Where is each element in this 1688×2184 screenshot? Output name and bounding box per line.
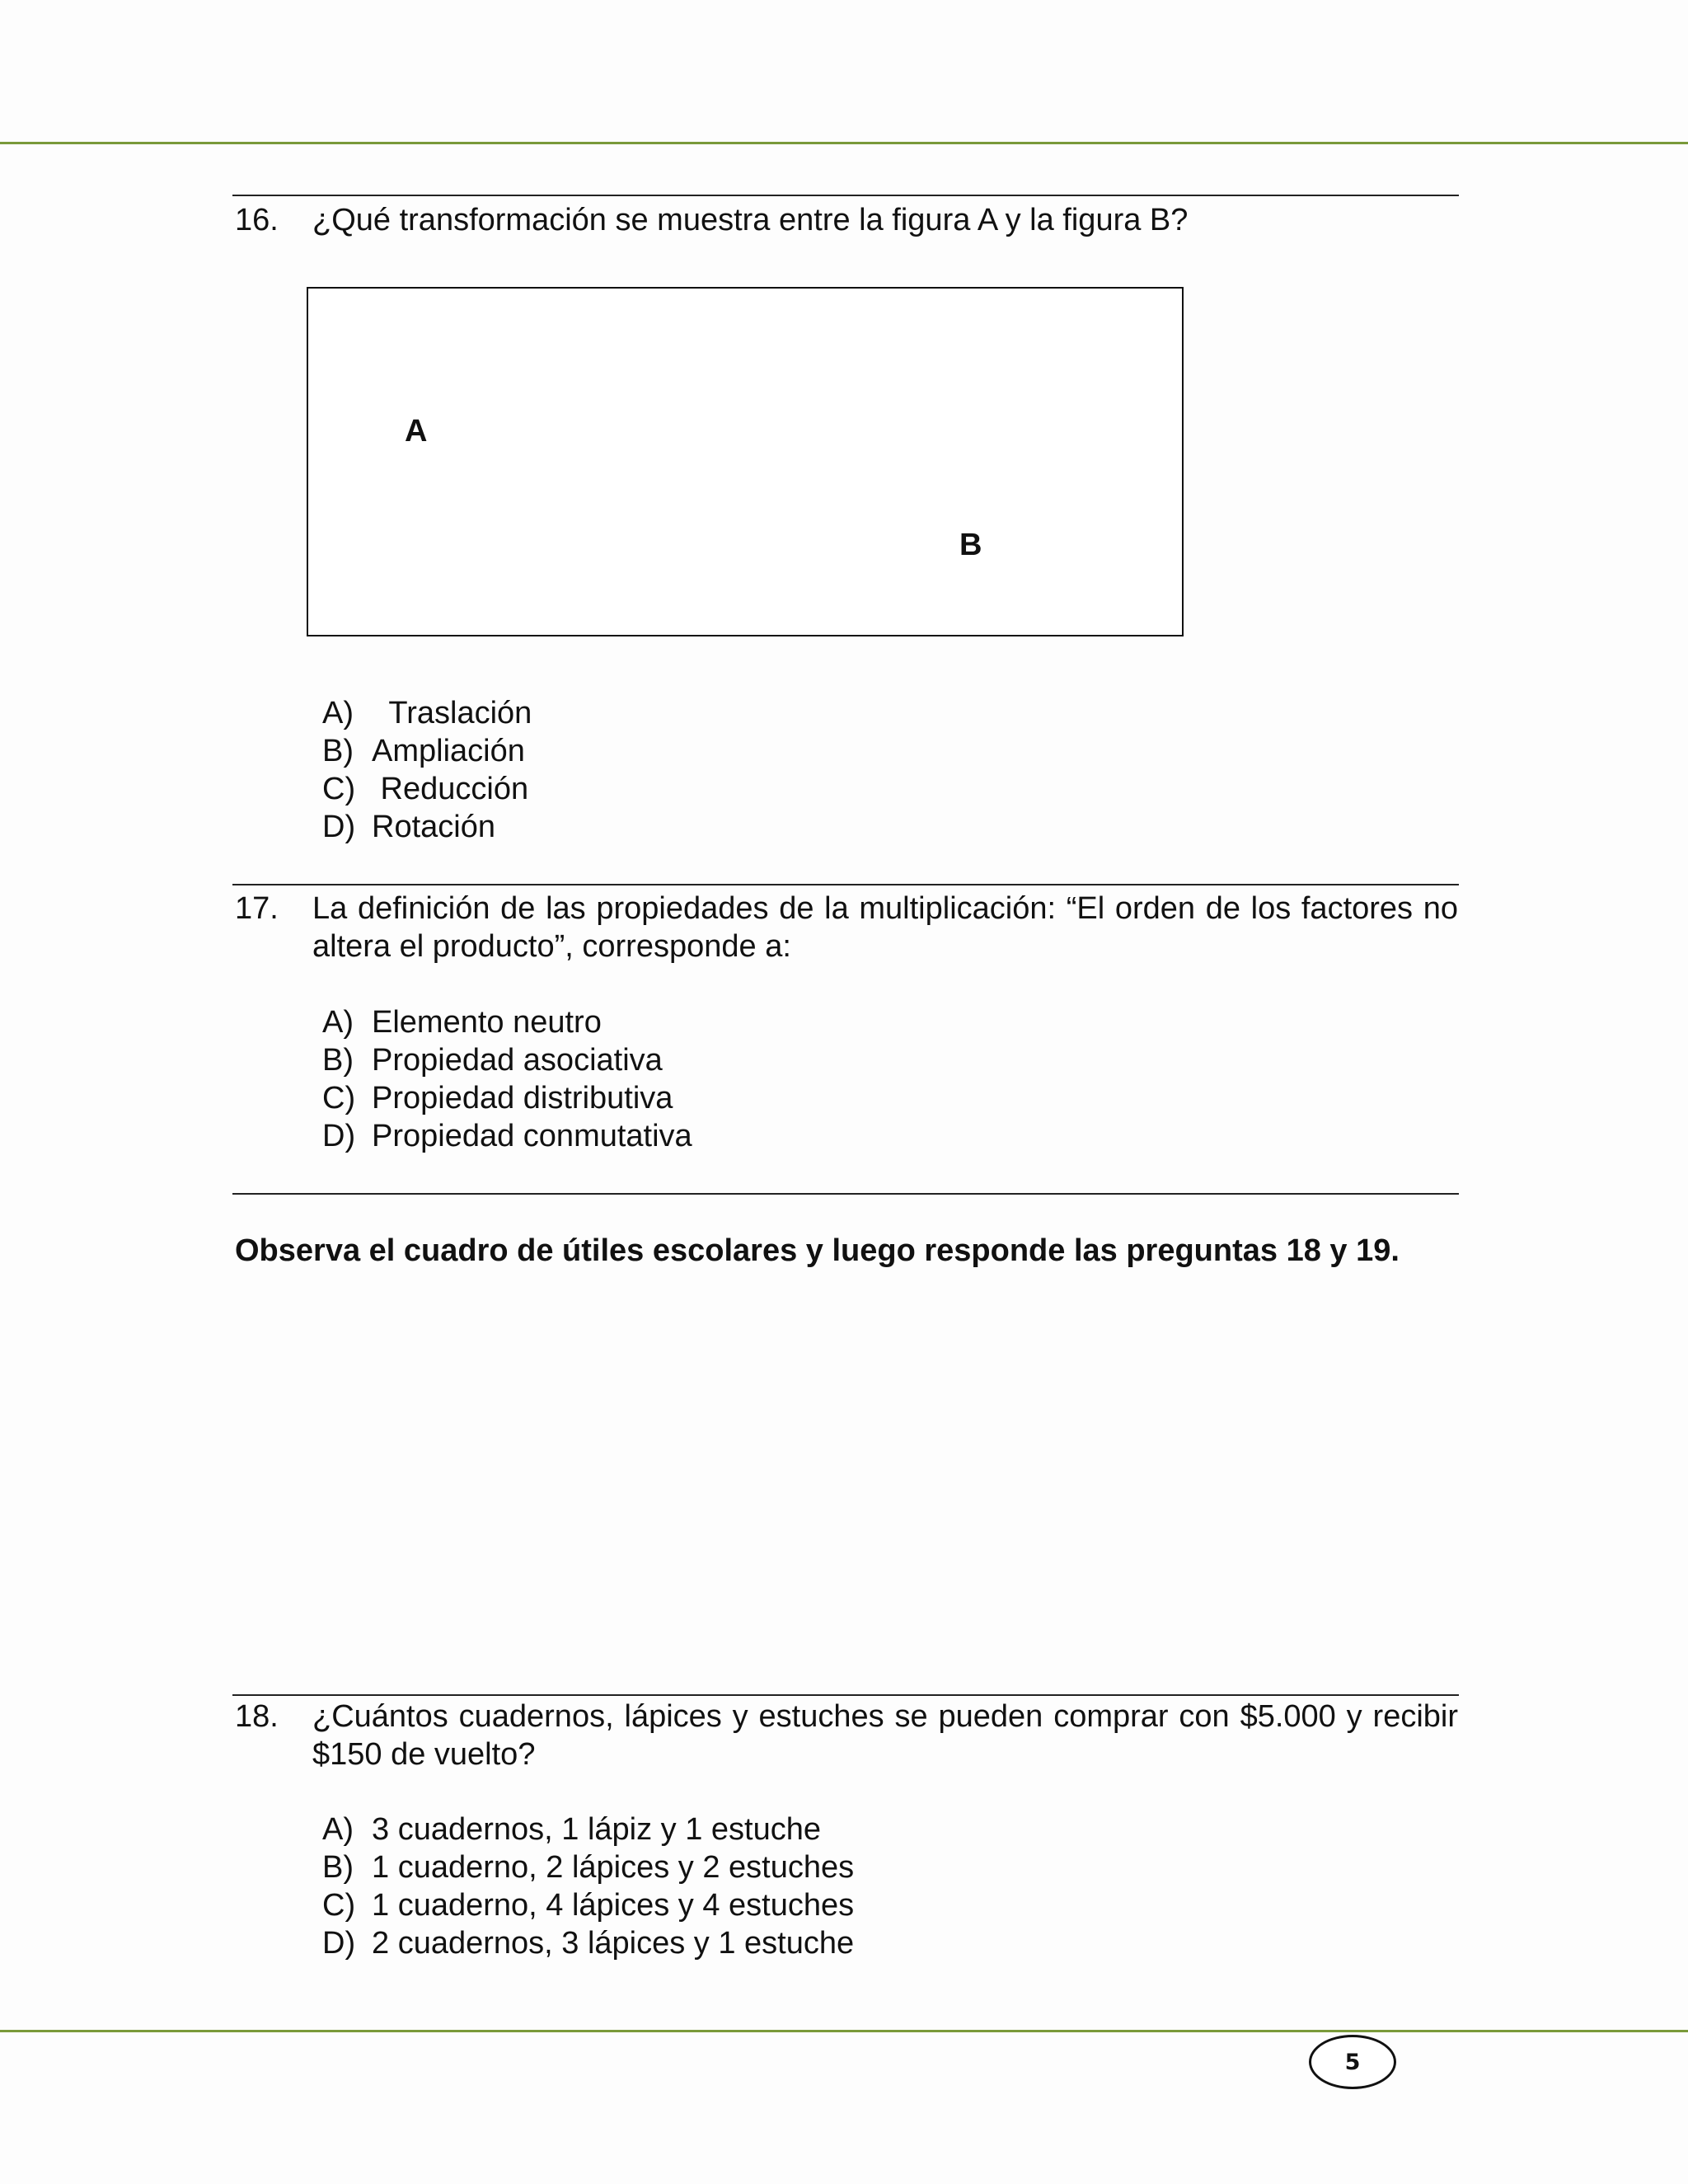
q16-options — [322, 694, 532, 846]
q18-options — [322, 1811, 854, 1962]
q17-bottom-rule — [232, 1193, 1459, 1195]
q16-option-c[interactable]: C) Reducción — [322, 772, 529, 806]
q18-text: ¿Cuántos cuadernos, lápices y estuches se pueden comprar con $5.000 y recibir $150 de vuelto? — [312, 1699, 1458, 1772]
q18-number: 18. — [235, 1699, 279, 1734]
q18-top-rule — [232, 1694, 1459, 1696]
figure-b-label: B — [959, 528, 982, 562]
q17-number: 17. — [235, 891, 279, 926]
q16-top-rule — [232, 195, 1459, 196]
q16-number: 16. — [235, 203, 279, 237]
q17-option-c[interactable]: C) Propiedad distributiva — [322, 1081, 673, 1115]
figure-a-label: A — [405, 414, 428, 449]
q16-option-d[interactable]: D) Rotación — [322, 810, 495, 844]
q16-text: ¿Qué transformación se muestra entre la figura A y la figura B? — [312, 203, 1189, 237]
q18-option-b[interactable]: B) 1 cuaderno, 2 lápices y 2 estuches — [322, 1850, 855, 1885]
q17-option-b[interactable]: B) Propiedad asociativa — [322, 1043, 663, 1078]
q17-top-rule — [232, 884, 1459, 885]
q17-option-d[interactable]: D) Propiedad conmutativa — [322, 1119, 692, 1153]
q18-option-a[interactable]: A) 3 cuadernos, 1 lápiz y 1 estuche — [322, 1812, 822, 1847]
q17-options — [322, 1003, 692, 1155]
instruction-text: Observa el cuadro de útiles escolares y luego responde las preguntas 18 y 19. — [235, 1233, 1400, 1268]
q18-option-c[interactable]: C) 1 cuaderno, 4 lápices y 4 estuches — [322, 1888, 855, 1923]
q16-option-a[interactable]: A) Traslación — [322, 696, 532, 730]
q18-option-d[interactable]: D) 2 cuadernos, 3 lápices y 1 estuche — [322, 1926, 855, 1961]
q17-text: La definición de las propiedades de la multiplicación: “El orden de los factores no altera el producto”, corresponde a: — [312, 891, 1458, 964]
q17-option-a[interactable]: A) Elemento neutro — [322, 1005, 602, 1040]
q16-figure — [307, 287, 1184, 636]
page-number: 5 — [1309, 2035, 1396, 2089]
q16-option-b[interactable]: B) Ampliación — [322, 734, 525, 768]
footer-rule — [0, 2030, 1688, 2032]
header-rule — [0, 142, 1688, 144]
